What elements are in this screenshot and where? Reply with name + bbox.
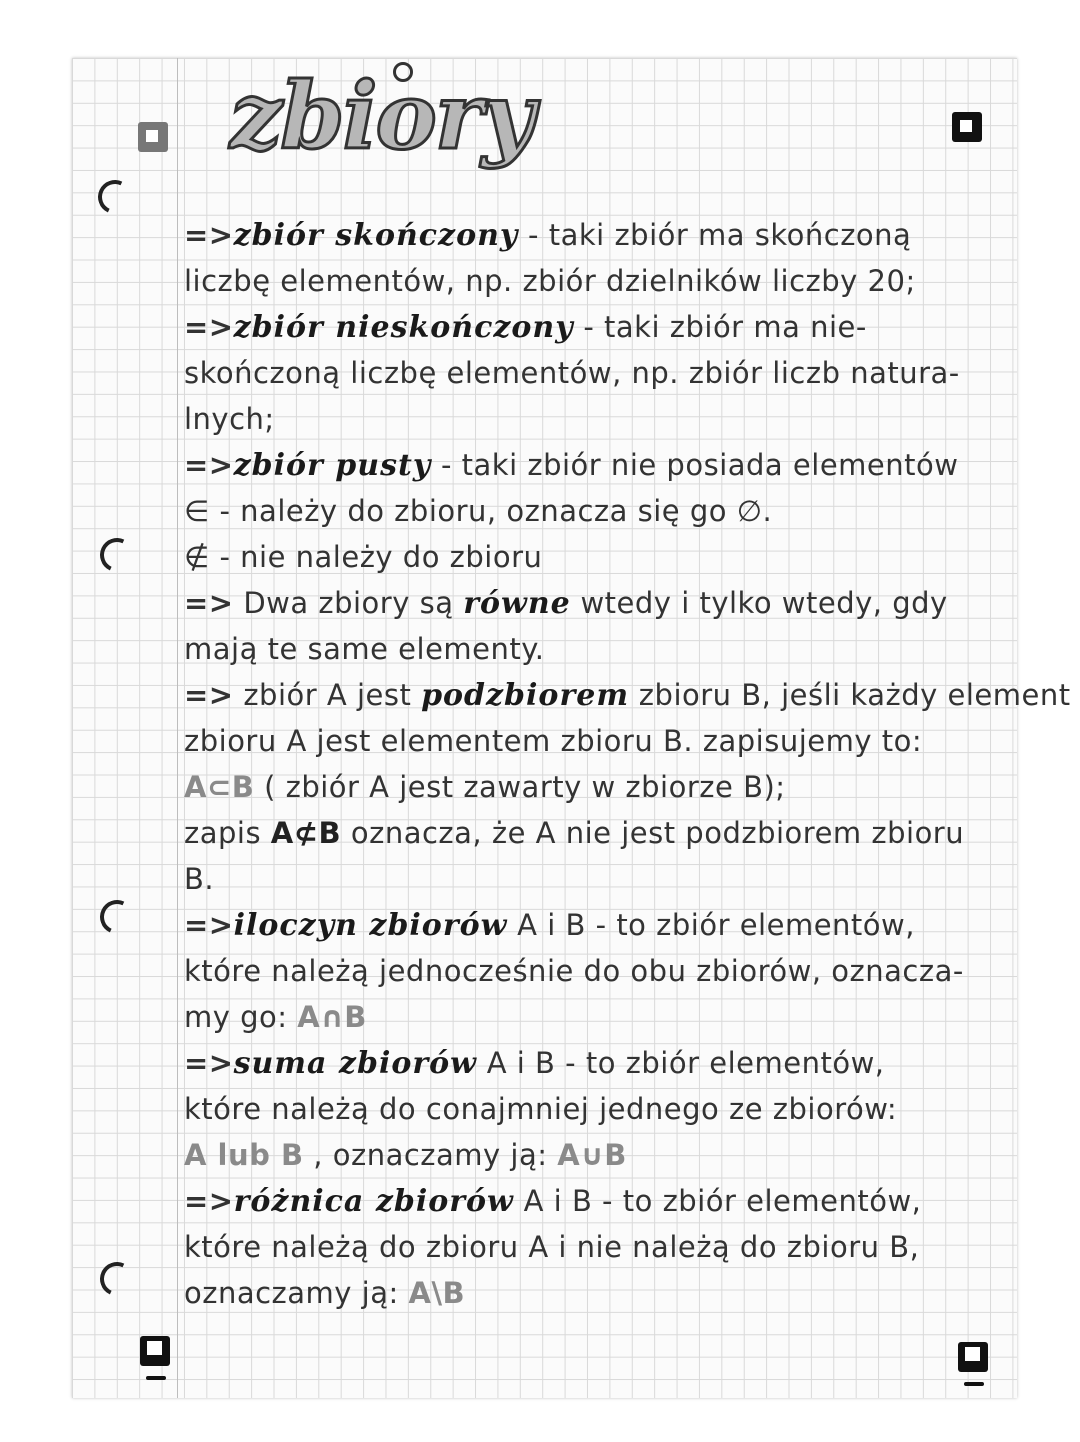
term-heading: zbiór skończony — [233, 218, 519, 253]
note-line — [184, 396, 1004, 442]
note-line — [184, 902, 1004, 949]
note-text: mają te same elementy. — [184, 632, 545, 666]
note-line — [184, 948, 1004, 994]
note-text: skończoną liczbę elementów, np. zbiór liczb natura- — [184, 356, 960, 390]
term-heading: podzbiorem — [421, 678, 630, 713]
note-text: zapis — [184, 816, 271, 850]
page-title: zbiory — [230, 62, 533, 170]
note-line — [184, 856, 1004, 902]
note-text: => — [184, 1046, 234, 1080]
note-text: - taki zbiór ma nie- — [573, 310, 867, 344]
note-text: => — [184, 218, 234, 252]
note-text: które należą do conajmniej jednego ze zbiorów: — [184, 1092, 898, 1126]
note-line — [184, 304, 1004, 351]
term-heading: suma zbiorów — [233, 1046, 477, 1081]
note-text: => — [184, 310, 234, 344]
note-text: ∈ - należy do zbioru, oznacza się go ∅. — [184, 494, 773, 528]
note-text: A i B - to zbiór elementów, — [513, 1184, 922, 1218]
note-text: oznaczamy ją: — [184, 1276, 409, 1310]
note-text: A\B — [408, 1276, 466, 1310]
note-text: - taki zbiór nie posiada elementów — [431, 448, 959, 482]
note-line — [184, 1086, 1004, 1132]
note-line — [184, 258, 1004, 304]
note-line — [184, 1178, 1004, 1225]
note-line — [184, 488, 1004, 534]
note-text: ( zbiór A jest zawarty w zbiorze B); — [254, 770, 786, 804]
note-text: wtedy i tylko wtedy, gdy — [570, 586, 948, 620]
note-text: zbiór A jest — [233, 678, 422, 712]
note-text: A i B - to zbiór elementów, — [507, 908, 915, 942]
note-line — [184, 1040, 1004, 1087]
note-text: my go: — [184, 1000, 298, 1034]
corner-marker-bottom-left-icon — [140, 1336, 170, 1366]
corner-marker-top-right-icon — [952, 112, 982, 142]
note-text: oznacza, że A nie jest podzbiorem zbioru — [341, 816, 965, 850]
marker-underline-icon — [964, 1382, 984, 1386]
corner-marker-top-left-icon — [138, 122, 168, 152]
note-text: A⊄B — [270, 816, 342, 850]
term-heading: zbiór nieskończony — [233, 310, 574, 345]
corner-marker-bottom-right-icon — [958, 1342, 988, 1372]
note-line — [184, 810, 1004, 856]
note-text: Dwa zbiory są — [233, 586, 464, 620]
note-text: - taki zbiór ma skończoną — [518, 218, 912, 252]
term-heading: różnica zbiorów — [233, 1184, 514, 1219]
term-heading: zbiór pusty — [233, 448, 432, 483]
note-text: lnych; — [184, 402, 275, 436]
note-text: A∩B — [297, 1000, 367, 1034]
note-text: A lub B — [184, 1138, 304, 1172]
note-line — [184, 1224, 1004, 1270]
note-text: A i B - to zbiór elementów, — [477, 1046, 885, 1080]
title-dot-icon — [393, 62, 413, 82]
margin-line — [177, 58, 178, 1398]
note-line — [184, 1132, 1004, 1178]
note-line — [184, 580, 1004, 627]
note-text: A⊂B — [184, 770, 255, 804]
note-text: , oznaczamy ją: — [303, 1138, 558, 1172]
note-text: zbioru B, jeśli każdy element — [629, 678, 1071, 712]
note-text: ∉ - nie należy do zbioru — [184, 540, 543, 574]
note-text: => — [184, 908, 234, 942]
term-heading: iloczyn zbiorów — [233, 908, 508, 943]
note-text: A∪B — [557, 1138, 627, 1172]
note-text: które należą jednocześnie do obu zbiorów, oznacza- — [184, 954, 964, 988]
note-line — [184, 534, 1004, 580]
note-text: liczbę elementów, np. zbiór dzielników liczby 20; — [184, 264, 916, 298]
note-text: => — [184, 1184, 234, 1218]
note-line — [184, 718, 1004, 764]
note-text: => — [184, 586, 234, 620]
marker-underline-icon — [146, 1376, 166, 1380]
note-line — [184, 212, 1004, 259]
note-line — [184, 994, 1004, 1040]
note-line — [184, 764, 1004, 810]
note-line — [184, 1270, 1004, 1316]
note-line — [184, 442, 1004, 489]
note-line — [184, 350, 1004, 396]
note-text: które należą do zbioru A i nie należą do zbioru B, — [184, 1230, 920, 1264]
note-text: => — [184, 448, 234, 482]
note-line — [184, 672, 1071, 719]
note-text: => — [184, 678, 234, 712]
note-text: zbioru A jest elementem zbioru B. zapisujemy to: — [184, 724, 923, 758]
note-text: B. — [184, 862, 215, 896]
term-heading: równe — [463, 586, 571, 621]
note-line — [184, 626, 1004, 672]
